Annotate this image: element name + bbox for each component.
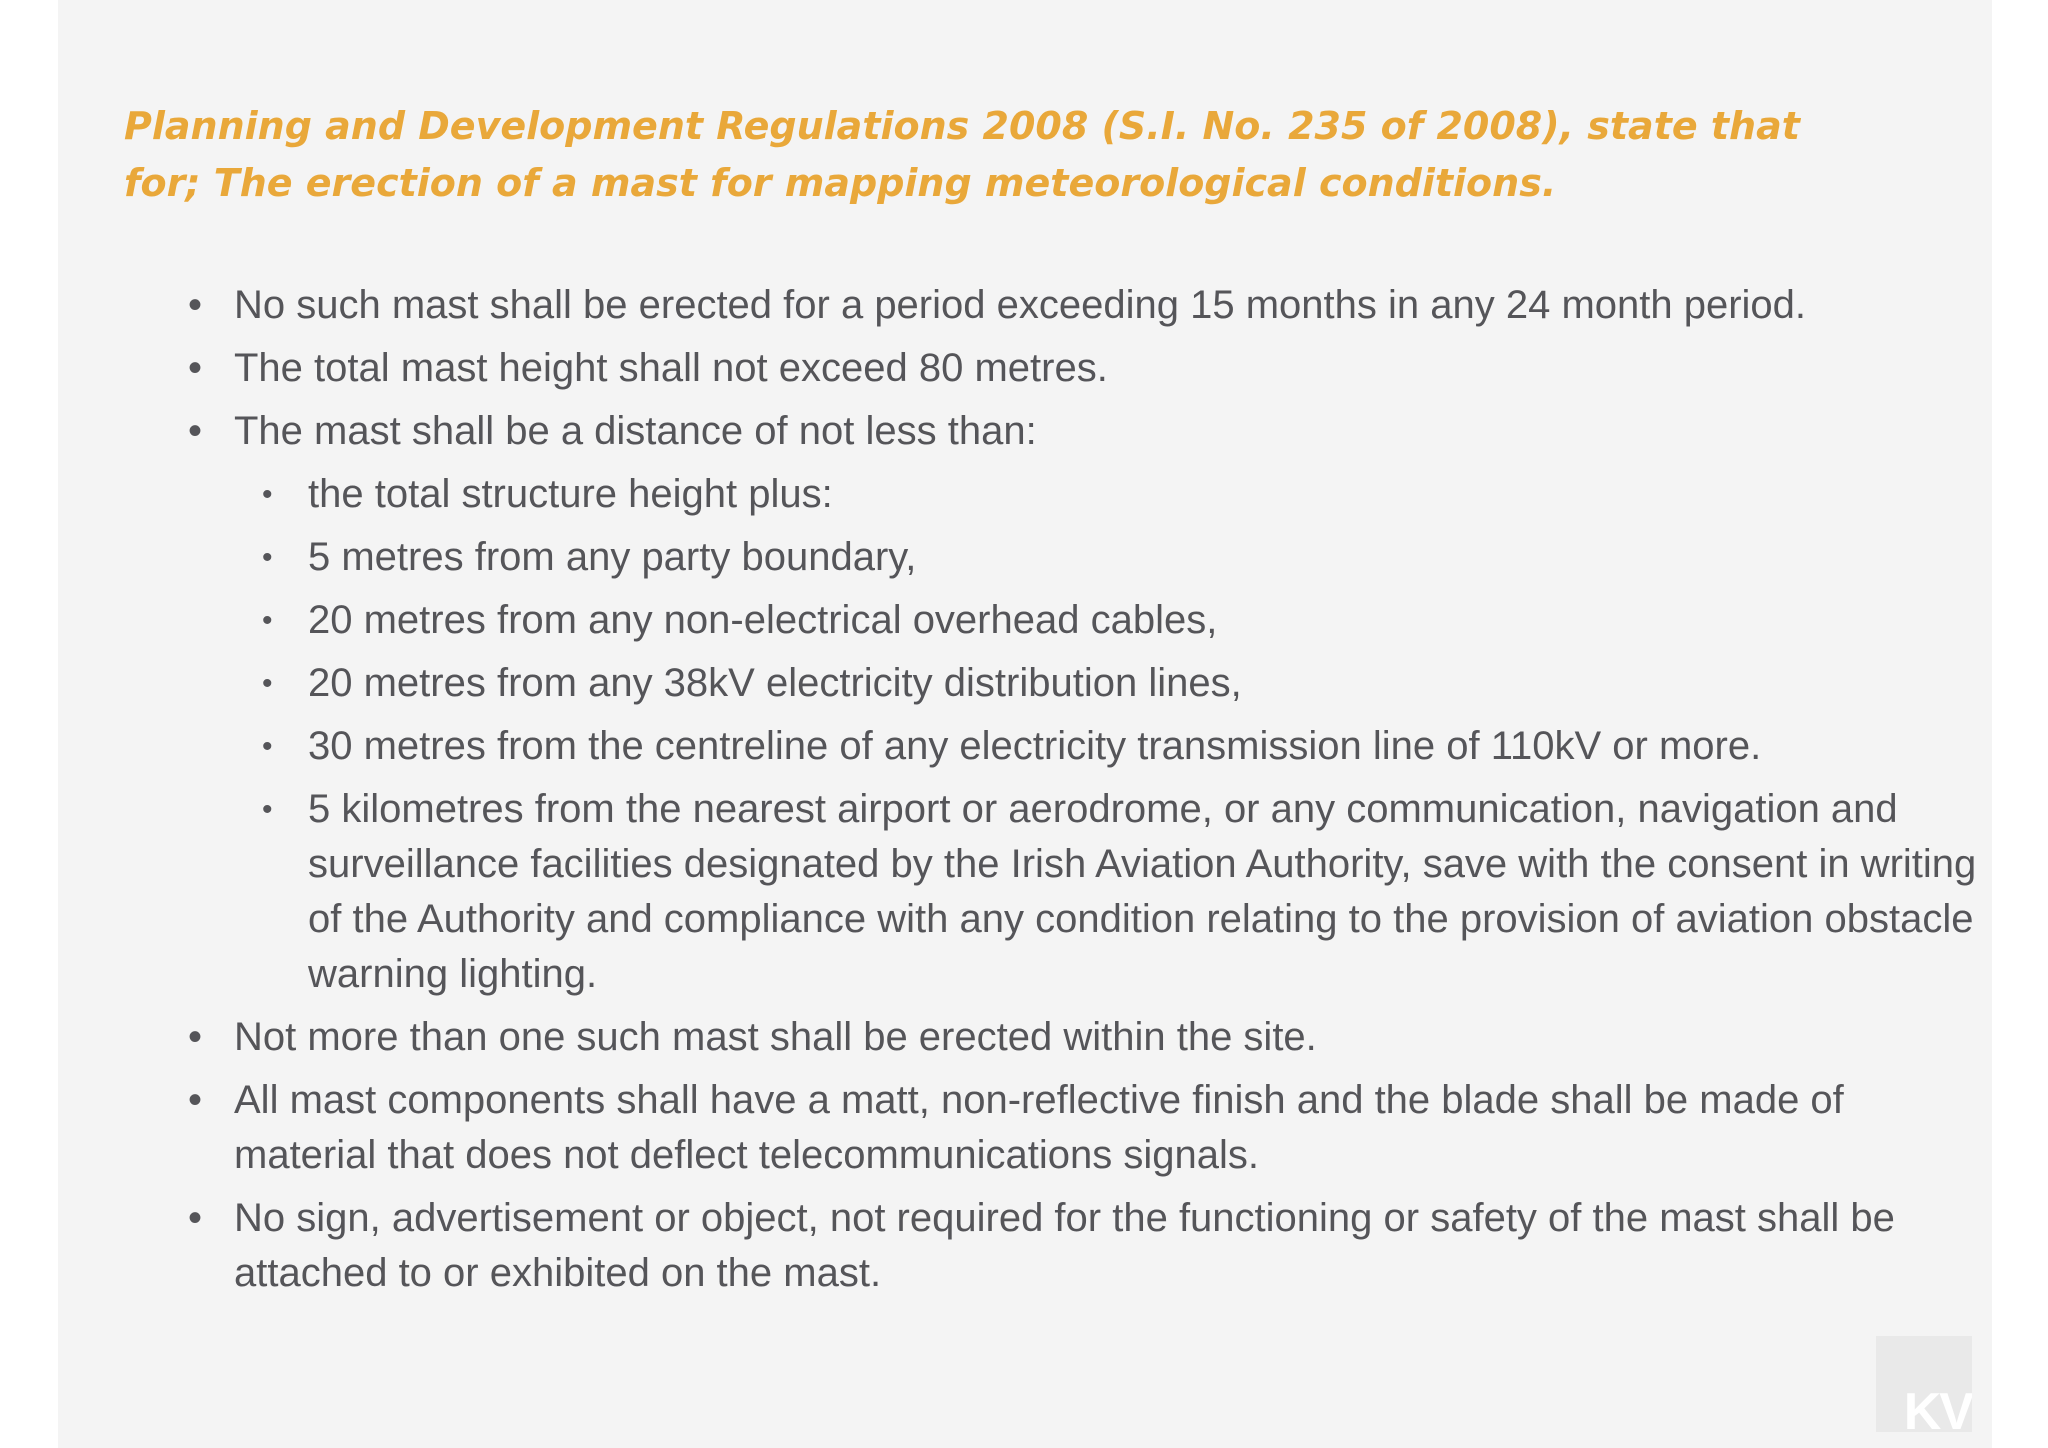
bullet-list [188,278,1978,1309]
bullet-dot: • [188,409,203,453]
sub-bullet-text: 5 metres from any party boundary, [308,535,917,579]
sub-bullet-dot: • [262,604,273,637]
sub-bullet-dot: • [262,478,273,511]
sub-bullet-item [262,719,1978,774]
sub-bullet-item [262,656,1978,711]
bullet-text: No such mast shall be erected for a period exceeding 15 months in any 24 month period. [234,283,1807,327]
sub-bullet-list [234,467,1978,1002]
sub-bullet-item [262,530,1978,585]
sub-bullet-dot: • [262,793,273,826]
kv-logo-text: KV [1903,1383,1972,1432]
bullet-text: No sign, advertisement or object, not required for the functioning or safety of the mast shall be attached to or exhibited on the mast. [234,1196,1895,1295]
bullet-dot: • [188,1015,203,1059]
bullet-dot: • [188,283,203,327]
bullet-dot: • [188,1196,203,1240]
bullet-text: All mast components shall have a matt, non-reflective finish and the blade shall be made of material that does not deflect telecommunications signals. [234,1078,1844,1177]
bullet-dot: • [188,1078,203,1122]
bullet-item [188,1010,1978,1065]
sub-bullet-text: 30 metres from the centreline of any electricity transmission line of 110kV or more. [308,724,1762,768]
slide-title: Planning and Development Regulations 2008 (S.I. No. 235 of 2008), state that for; The erection of a mast for mapping meteorological conditions. [124,104,1800,205]
bullet-item [188,341,1978,396]
bullet-item [188,1073,1978,1183]
sub-bullet-item [262,467,1978,522]
sub-bullet-text: 20 metres from any 38kV electricity distribution lines, [308,661,1242,705]
sub-bullet-text: 20 metres from any non-electrical overhead cables, [308,598,1218,642]
sub-bullet-text: the total structure height plus: [308,472,833,516]
bullet-text: The mast shall be a distance of not less than: [234,409,1037,453]
sub-bullet-dot: • [262,730,273,763]
bullet-text: Not more than one such mast shall be erected within the site. [234,1015,1317,1059]
sub-bullet-item [262,593,1978,648]
sub-bullet-dot: • [262,667,273,700]
bullet-dot: • [188,346,203,390]
bullet-item [188,278,1978,333]
sub-bullet-dot: • [262,541,273,574]
bullet-item [188,404,1978,1002]
kv-logo [1876,1336,1972,1432]
bullet-text: The total mast height shall not exceed 80 metres. [234,346,1108,390]
bullet-item [188,1191,1978,1301]
sub-bullet-item [262,782,1978,1002]
slide [58,0,1992,1448]
sub-bullet-text: 5 kilometres from the nearest airport or aerodrome, or any communication, navigation and surveillance facilities designated by the Irish Aviation Authority, save with the consent in writing of the Authority and compliance with any condition relating to the provision of aviation obstacle warning lighting. [308,787,1977,996]
